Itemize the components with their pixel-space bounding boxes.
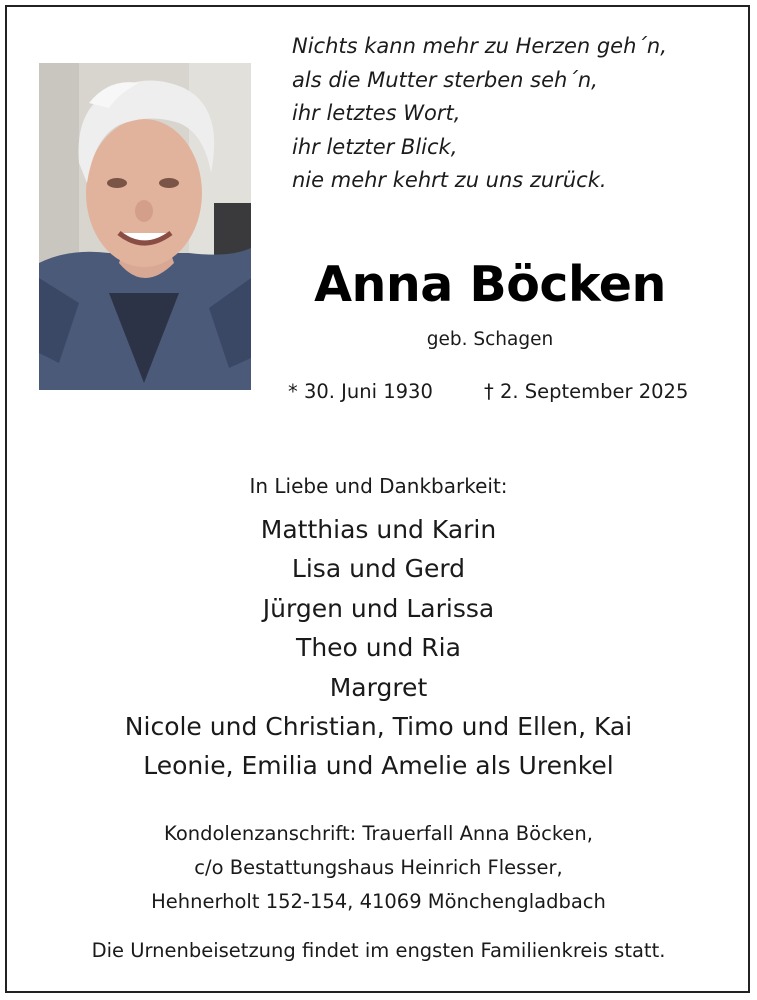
family-member: Jürgen und Larissa [262,593,495,623]
poem-line: Nichts kann mehr zu Herzen geh´n, [292,34,667,58]
birth-name: geb. Schagen [426,329,554,350]
family-member: Matthias und Karin [260,515,497,544]
poem-line: als die Mutter sterben seh´n, [292,67,598,92]
poem [292,30,732,198]
family-list [0,510,757,786]
family-member: Nicole und Christian, Timo und Ellen, Kai [124,712,633,742]
poem-line: ihr letztes Wort, [292,101,461,125]
final-note: Die Urnenbeisetzung findet im engsten Familienkreis statt. [91,939,666,962]
poem-line: nie mehr kehrt zu uns zurück. [292,168,607,192]
condolence-line: c/o Bestattungshaus Heinrich Flesser, [194,856,563,879]
death-date: † 2. September 2025 [484,380,689,403]
family-intro: In Liebe und Dankbarkeit: [249,474,508,498]
family-member: Lisa und Gerd [291,554,466,584]
condolence-address [0,817,757,919]
family-member: Theo und Ria [296,633,461,663]
poem-line: ihr letzter Blick, [292,134,458,159]
deceased-name: Anna Böcken [314,256,666,313]
condolence-line: Kondolenzanschrift: Trauerfall Anna Böcken, [164,822,593,845]
portrait-photo [39,63,251,390]
birth-date: * 30. Juni 1930 [288,380,433,403]
family-member: Margret [329,672,428,702]
family-member: Leonie, Emilia und Amelie als Urenkel [143,751,614,781]
condolence-line: Hehnerholt 152-154, 41069 Mönchengladbach [151,890,606,913]
